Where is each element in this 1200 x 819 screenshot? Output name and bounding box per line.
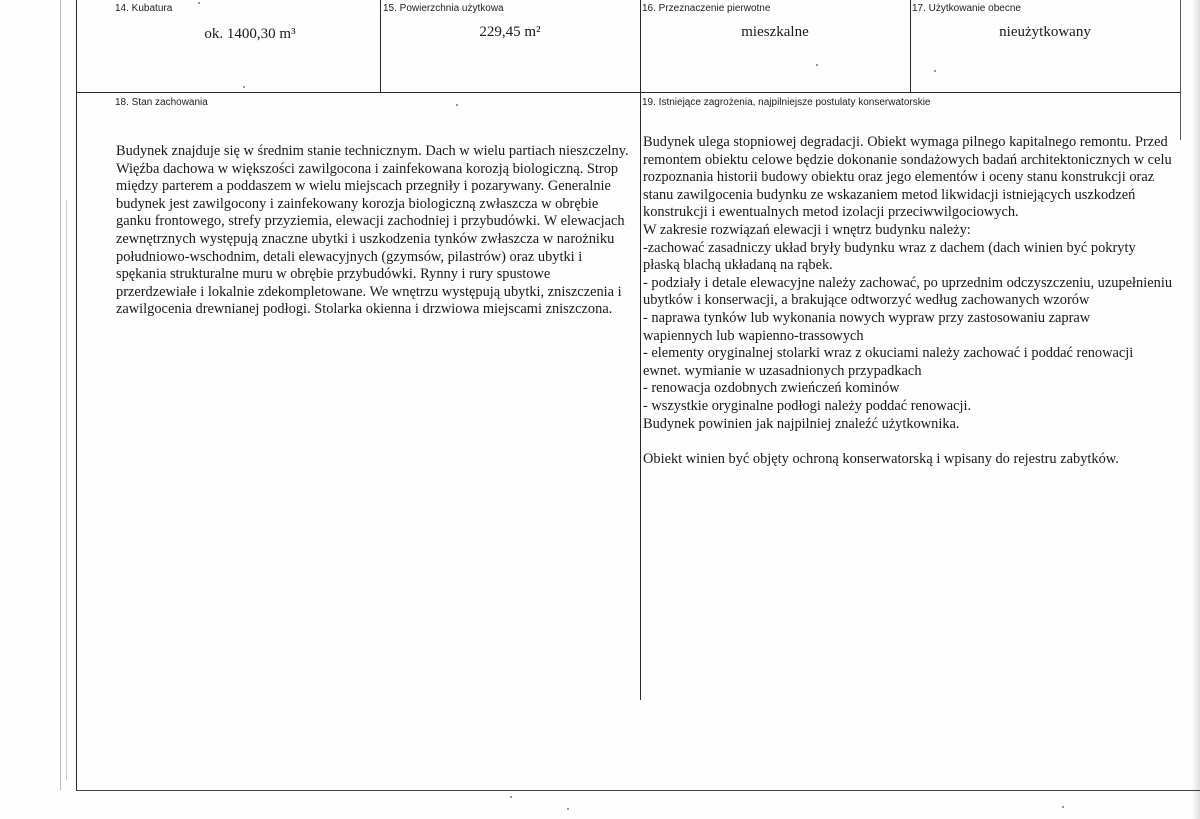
field-15-value: 229,45 m²	[479, 24, 541, 40]
text-line: konstrukcji i ewentualnych metod izolacji przeciwwilgociowych.	[643, 204, 1019, 221]
scan-fold-line-2	[66, 200, 67, 780]
divider-15-16	[640, 0, 641, 700]
text-line: między parterem a poddaszem w wielu miejscach przegniły i pozarywany. Generalnie	[116, 178, 611, 195]
section-18-text	[116, 143, 638, 319]
scan-edge-shadow	[1192, 0, 1200, 819]
text-line: - naprawa tynków lub wykonania nowych wypraw przy zastosowaniu zapraw	[643, 309, 1091, 326]
field-17-value: nieużytkowany	[999, 24, 1091, 40]
text-line: - elementy oryginalnej stolarki wraz z okuciami należy zachować i poddać renowacji	[643, 345, 1134, 362]
text-line: płaską blachą układaną na rąbek.	[643, 257, 833, 274]
text-line: zawilgocenia drewnianej podłogi. Stolarka okienna i drzwiowa miejscami zniszczona.	[116, 301, 613, 318]
divider-14-15	[380, 0, 381, 92]
scan-speck	[198, 2, 200, 4]
bottom-border	[76, 790, 1200, 791]
scan-speck	[816, 64, 818, 66]
text-line: zewnętrznych występują znaczne ubytki i uszkodzenia tynków zwłaszcza w narożniku	[116, 230, 615, 247]
text-line: wapiennych lub wapienno-trassowych	[643, 327, 864, 344]
field-14-value: ok. 1400,30 m³	[204, 26, 296, 42]
text-line: południowo-wschodnim, detali elewacyjnych (gzymsów, pilastrów) oraz ubytki i	[116, 248, 583, 265]
row-divider	[76, 92, 1180, 93]
text-line: - podziały i detale elewacyjne należy zachować, po uprzednim odczyszczeniu, uzupełnieniu	[643, 274, 1173, 291]
field-14-label: 14. Kubatura	[115, 3, 173, 14]
scan-speck	[456, 104, 458, 106]
field-16-value: mieszkalne	[741, 24, 809, 40]
text-line: Więźba dachowa w większości zawilgocona i zainfekowana korozją biologiczną. Strop	[116, 160, 619, 177]
left-border	[76, 0, 77, 790]
field-16-label: 16. Przeznaczenie pierwotne	[642, 3, 771, 14]
text-line: - wszystkie oryginalne podłogi należy poddać renowacji.	[643, 397, 972, 414]
text-line: stanu zawilgocenia budynku ze wskazaniem metod likwidacji istniejących uszkodzeń	[643, 186, 1136, 203]
scan-speck	[567, 808, 569, 810]
section-18-label: 18. Stan zachowania	[115, 97, 208, 108]
text-line: budynek jest zawilgocony i zainfekowany korozja biologiczną zwłaszcza w obrębie	[116, 195, 599, 212]
closing-line: Obiekt winien być objęty ochroną konserwatorską i wpisany do rejestru zabytków.	[643, 450, 1119, 467]
divider-16-17	[910, 0, 911, 92]
text-line: W zakresie rozwiązań elewacji i wnętrz budynku należy:	[643, 221, 971, 238]
field-15-label: 15. Powierzchnia użytkowa	[383, 3, 504, 14]
text-line: spękania strukturalne muru w obrębie przybudówki. Rynny i rury spustowe	[116, 266, 551, 283]
field-17-label: 17. Użytkowanie obecne	[912, 3, 1021, 14]
text-line: -zachować zasadniczy układ bryły budynku wraz z dachem (dach winien być pokryty	[643, 239, 1136, 256]
text-line: ewnet. wymianie w uzasadnionych przypadkach	[643, 362, 922, 379]
text-line: rozpoznania historii budowy obiektu oraz jego elementów i oceny stanu konstrukcji oraz	[643, 169, 1155, 186]
text-line: Budynek powinien jak najpilniej znaleźć użytkownika.	[643, 415, 960, 432]
text-line: ubytków i konserwacji, a brakujące odtworzyć według zachowanych wzorów	[643, 292, 1090, 309]
scan-speck	[1062, 806, 1064, 808]
text-line: Budynek ulega stopniowej degradacji. Obiekt wymaga pilnego kapitalnego remontu. Przed	[643, 134, 1168, 150]
text-line: przerdzewiałe i lokalnie zdekompletowane. We wnętrzu występują ubytki, zniszczenia i	[116, 283, 622, 300]
text-line: ganku frontowego, strefy przyziemia, elewacji zachodniej i przybudówki. W elewacjach	[116, 213, 625, 230]
scan-speck	[510, 796, 512, 798]
scan-fold-line	[60, 0, 61, 790]
scan-speck	[934, 70, 936, 72]
text-line: - renowacja ozdobnych zwieńczeń kominów	[643, 380, 900, 397]
section-19-text	[643, 134, 1183, 468]
scan-speck	[243, 86, 245, 88]
right-border	[1180, 0, 1181, 140]
section-19-label: 19. Istniejące zagrożenia, najpilniejsze postulaty konserwatorskie	[642, 97, 931, 108]
text-line: remontem obiektu celowe będzie dokonanie sondażowych badań architektonicznych w celu	[643, 151, 1172, 168]
text-line: Budynek znajduje się w średnim stanie technicznym. Dach w wielu partiach nieszczelny.	[116, 143, 629, 159]
